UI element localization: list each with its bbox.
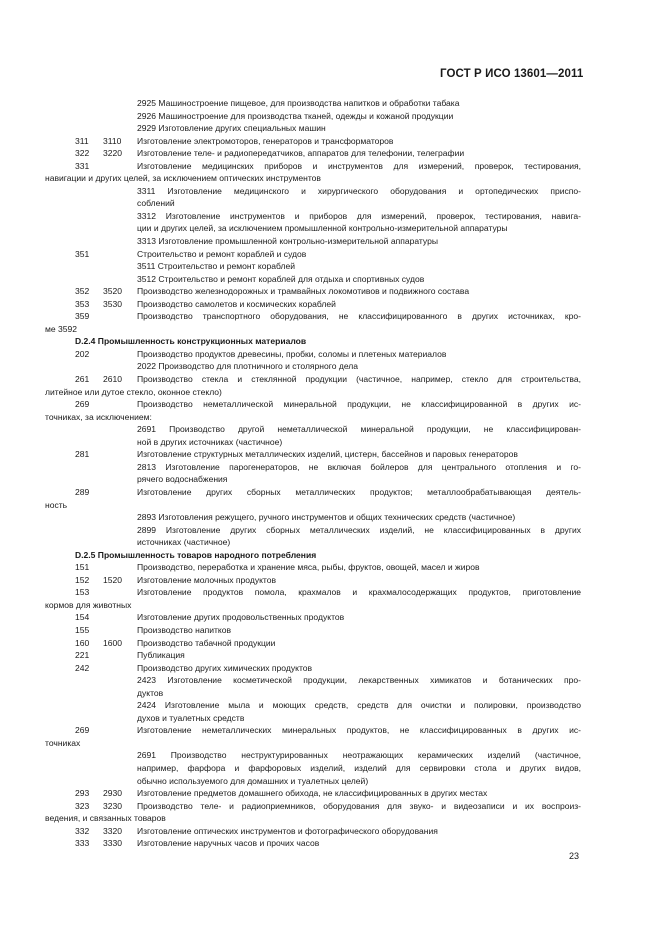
list-item [0, 448, 661, 461]
item-description: 3313 Изготовление промышленной контрольно-измерительной аппаратуры [137, 236, 438, 247]
list-item [0, 172, 661, 185]
list-item [0, 185, 661, 198]
code-isic3: 153 [75, 587, 90, 598]
list-item [0, 398, 661, 411]
code-isic3: 269 [75, 399, 90, 410]
list-item [0, 787, 661, 800]
item-description: Изготовление молочных продуктов [137, 574, 277, 585]
code-isic4: 3520 [103, 286, 123, 297]
item-description: 3311 Изготовление медицинского и хирургического оборудования и ортопедических приспо- [137, 185, 581, 196]
item-description: ведения, и связанных товаров [45, 813, 166, 824]
item-description: 2899 Изготовление других сборных металлических изделий, не классифицированных в других [137, 524, 581, 535]
list-item [0, 662, 661, 675]
item-description: Изготовление наручных часов и прочих часов [137, 838, 320, 849]
item-description: Изготовление других сборных металлических продуктов; металлообрабатывающая деятель- [137, 486, 581, 497]
list-item [0, 486, 661, 499]
list-item [0, 298, 661, 311]
item-description: 2022 Производство для плотничного и столярного дела [137, 361, 359, 372]
code-isic3: 311 [75, 135, 89, 146]
list-item [0, 323, 661, 336]
item-description: 3312 Изготовление инструментов и приборов для измерений, проверок, тестирования, навига- [137, 210, 581, 221]
code-isic4: 3230 [103, 800, 123, 811]
list-item [0, 461, 661, 474]
code-isic4: 3330 [103, 838, 123, 849]
code-isic3: 152 [75, 574, 90, 585]
code-isic3: 332 [75, 825, 90, 836]
section-title: D.2.4 Промышленность конструкционных материалов [75, 336, 307, 347]
list-item [0, 561, 661, 574]
item-description: навигации и других целей, за исключением оптических инструментов [45, 173, 321, 184]
item-description: ность [45, 499, 68, 510]
code-isic3: 351 [75, 248, 90, 259]
list-item [0, 837, 661, 850]
list-item [0, 423, 661, 436]
item-description: точниках, за исключением: [45, 411, 152, 422]
code-isic3: 293 [75, 788, 90, 799]
list-item [0, 222, 661, 235]
code-isic3: 331 [75, 160, 90, 171]
code-isic4: 1520 [103, 574, 123, 585]
code-isic3: 353 [75, 298, 90, 309]
item-description: Изготовление структурных металлических изделий, цистерн, бассейнов и паровых генераторов [137, 449, 518, 460]
code-isic4: 3220 [103, 148, 123, 159]
item-description: 2926 Машиностроение для производства тканей, одежды и кожаной продукции [137, 110, 454, 121]
list-item [0, 411, 661, 424]
list-item [0, 197, 661, 210]
item-description: источниках (частичное) [137, 537, 231, 548]
item-description: кормов для животных [45, 599, 132, 610]
list-item [0, 348, 661, 361]
item-description: точниках [45, 737, 81, 748]
code-isic3: 352 [75, 286, 90, 297]
code-isic3: 281 [75, 449, 90, 460]
list-item [0, 360, 661, 373]
item-description: Строительство и ремонт кораблей и судов [137, 248, 307, 259]
list-item [0, 235, 661, 248]
list-item [0, 775, 661, 788]
section-heading [0, 335, 661, 348]
classification-list [0, 97, 661, 850]
item-description: 2925 Машиностроение пищевое, для производства напитков и обработки табака [137, 98, 460, 108]
list-item [0, 574, 661, 587]
list-item [0, 499, 661, 512]
list-item [0, 674, 661, 687]
code-isic4: 3320 [103, 825, 123, 836]
item-description: дуктов [137, 687, 164, 698]
item-description: 2893 Изготовления режущего, ручного инструментов и общих технических средств (частичное) [137, 512, 516, 523]
list-item [0, 724, 661, 737]
item-description: 3512 Строительство и ремонт кораблей для отдыха и спортивных судов [137, 273, 425, 284]
item-description: Производство других химических продуктов [137, 662, 313, 673]
section-title: D.2.5 Промышленность товаров народного потребления [75, 549, 317, 560]
code-isic3: 202 [75, 348, 90, 359]
item-description: литейное или дутое стекло, оконное стекло) [45, 386, 222, 397]
code-isic3: 333 [75, 838, 90, 849]
item-description: Изготовление медицинских приборов и инструментов для измерений, проверок, тестирования, [137, 160, 581, 171]
list-item [0, 749, 661, 762]
item-description: обычно используемого для домашних и туалетных целей) [137, 775, 369, 786]
list-item [0, 611, 661, 624]
list-item [0, 122, 661, 135]
code-isic4: 3110 [103, 135, 122, 146]
list-item [0, 436, 661, 449]
code-isic4: 2610 [103, 374, 123, 385]
list-item [0, 624, 661, 637]
code-isic4: 1600 [103, 637, 123, 648]
list-item [0, 712, 661, 725]
code-isic3: 261 [75, 374, 90, 385]
list-item [0, 524, 661, 537]
list-item [0, 260, 661, 273]
list-item [0, 649, 661, 662]
document-code-header: ГОСТ Р ИСО 13601—2011 [440, 68, 584, 80]
item-description: 2424 Изготовление мыла и моющих средств, средств для очистки и полировки, производство [137, 700, 581, 711]
list-item [0, 147, 661, 160]
list-item [0, 599, 661, 612]
list-item [0, 737, 661, 750]
item-description: 2813 Изготовление парогенераторов, не включая бойлеров для центрального отопления и го- [137, 461, 581, 472]
item-description: Производство теле- и радиоприемников, оборудования для звуко- и видеозаписи и их воспроиз- [137, 800, 581, 811]
code-isic3: 289 [75, 486, 90, 497]
item-description: ции и других целей, за исключением промышленной контрольно-измерительной аппаратуры [137, 223, 508, 234]
item-description: Изготовление других продовольственных продуктов [137, 612, 345, 623]
list-item [0, 310, 661, 323]
list-item [0, 135, 661, 148]
list-item [0, 160, 661, 173]
item-description: Изготовление электромоторов, генераторов и трансформаторов [137, 135, 394, 146]
code-isic4: 3530 [103, 298, 123, 309]
list-item [0, 637, 661, 650]
item-description: Производство продуктов древесины, пробки, соломы и плетеных материалов [137, 348, 447, 359]
list-item [0, 97, 661, 110]
section-heading [0, 549, 661, 562]
list-item [0, 473, 661, 486]
list-item [0, 248, 661, 261]
list-item [0, 373, 661, 386]
list-item [0, 511, 661, 524]
list-item [0, 812, 661, 825]
code-isic3: 154 [75, 612, 90, 623]
code-isic3: 160 [75, 637, 90, 648]
item-description: Изготовление оптических инструментов и фотографического оборудования [137, 825, 438, 836]
item-description: Изготовление предметов домашнего обихода, не классифицированных в других местах [137, 788, 488, 799]
item-description: Производство самолетов и космических кораблей [137, 298, 336, 309]
item-description: духов и туалетных средств [137, 712, 245, 723]
item-description: например, фарфора и фарфоровых изделий, изделий для сервировки стола и других видов, [137, 762, 581, 773]
list-item [0, 210, 661, 223]
code-isic3: 151 [75, 562, 90, 573]
item-description: Изготовление неметаллических минеральных продуктов, не классифицированных в других ис- [137, 725, 581, 736]
page-number: 23 [569, 851, 580, 861]
item-description: соблений [137, 198, 175, 209]
list-item [0, 800, 661, 813]
list-item [0, 386, 661, 399]
item-description: Производство транспортного оборудования, не классифицированного в других источниках, кро- [137, 311, 581, 322]
list-item [0, 536, 661, 549]
list-item [0, 825, 661, 838]
code-isic3: 359 [75, 311, 90, 322]
code-isic4: 2930 [103, 788, 123, 799]
list-item [0, 586, 661, 599]
list-item [0, 285, 661, 298]
item-description: Производство железнодорожных и трамвайных локомотивов и подвижного состава [137, 286, 470, 297]
item-description: Производство, переработка и хранение мяса, рыбы, фруктов, овощей, масел и жиров [137, 562, 480, 573]
item-description: 2929 Изготовление других специальных машин [137, 123, 326, 134]
item-description: рячего водоснабжения [137, 474, 228, 485]
item-description: Производство напитков [137, 624, 232, 635]
code-isic3: 155 [75, 624, 90, 635]
code-isic3: 322 [75, 148, 90, 159]
list-item [0, 687, 661, 700]
item-description: ме 3592 [45, 323, 78, 334]
code-isic3: 323 [75, 800, 90, 811]
item-description: ной в других источниках (частичное) [137, 436, 283, 447]
code-isic3: 269 [75, 725, 90, 736]
list-item [0, 762, 661, 775]
item-description: 2423 Изготовление косметической продукции, лекарственных химикатов и ботанических про- [137, 675, 581, 686]
item-description: Публикация [137, 650, 185, 661]
item-description: 3511 Строительство и ремонт кораблей [137, 261, 296, 272]
item-description: Производство табачной продукции [137, 637, 276, 648]
list-item [0, 699, 661, 712]
item-description: Производство стекла и стеклянной продукции (частичное, например, стекло для строительства, [137, 374, 581, 385]
item-description: Изготовление продуктов помола, крахмалов и крахмалосодержащих продуктов, приготовление [137, 587, 581, 598]
item-description: 2691 Производство другой неметаллической минеральной продукции, не классифицирован- [137, 424, 581, 435]
item-description: 2691 Производство неструктурированных неотражающих керамических изделий (частичное, [137, 750, 581, 761]
code-isic3: 242 [75, 662, 90, 673]
item-description: Изготовление теле- и радиопередатчиков, аппаратов для телефонии, телеграфии [137, 148, 465, 159]
item-description: Производство неметаллической минеральной продукции, не классифицированной в других ис- [137, 399, 581, 410]
list-item [0, 110, 661, 123]
list-item [0, 273, 661, 286]
code-isic3: 221 [75, 650, 90, 661]
